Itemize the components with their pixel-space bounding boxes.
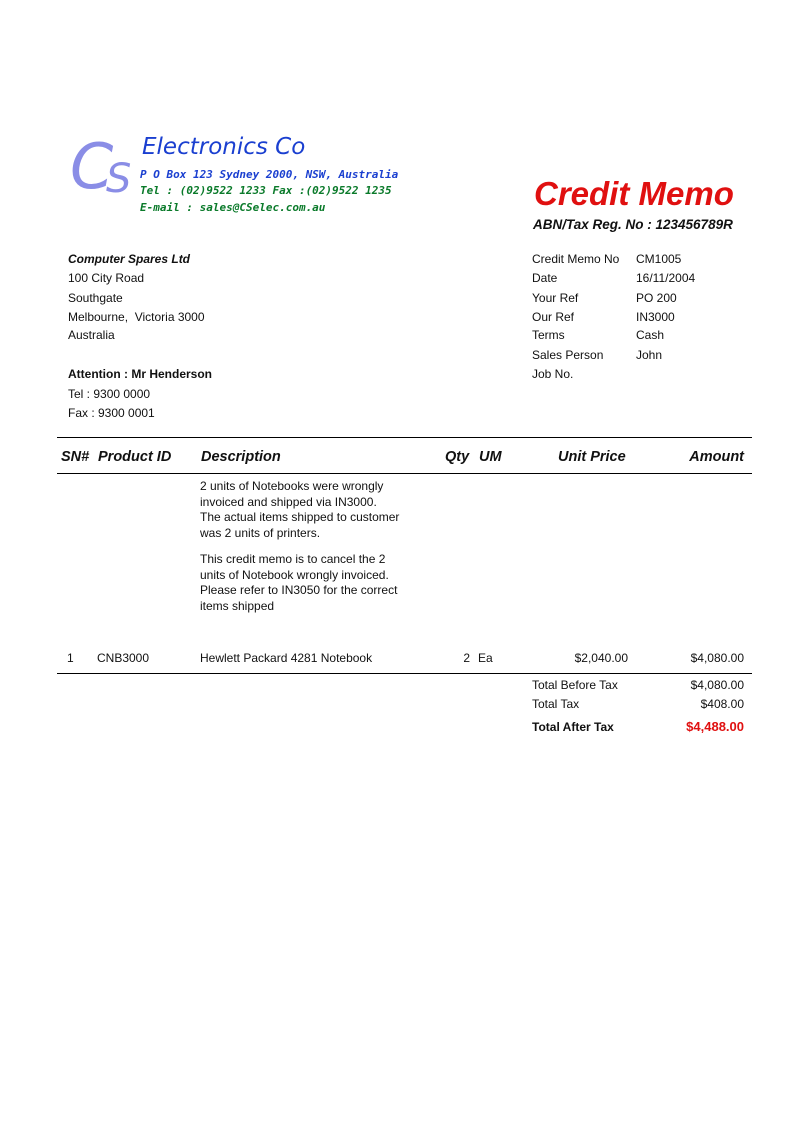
row-um: Ea bbox=[478, 651, 493, 665]
your-ref-value: PO 200 bbox=[636, 291, 677, 305]
job-no-label: Job No. bbox=[532, 367, 574, 381]
total-before-tax-label: Total Before Tax bbox=[532, 678, 618, 692]
row-unit-price: $2,040.00 bbox=[574, 651, 628, 665]
logo-letter-c: C bbox=[70, 130, 114, 200]
row-product-id: CNB3000 bbox=[97, 651, 150, 665]
total-tax-value: $408.00 bbox=[700, 697, 744, 711]
company-logo bbox=[70, 130, 150, 200]
note-paragraph-2: This credit memo is to cancel the 2 units of Notebook wrongly invoiced. Please refer to IN3050 for the correct items shipped bbox=[200, 552, 398, 613]
customer-fax: Fax : 9300 0001 bbox=[68, 406, 155, 420]
credit-memo-no-label: Credit Memo No bbox=[532, 252, 620, 266]
table-header-rule bbox=[57, 473, 752, 474]
col-header-um: UM bbox=[479, 449, 502, 465]
sales-person-label: Sales Person bbox=[532, 348, 604, 362]
col-header-qty: Qty bbox=[445, 449, 470, 465]
customer-address-2: Southgate bbox=[68, 291, 123, 305]
date-label: Date bbox=[532, 271, 558, 285]
credit-memo-no-value: CM1005 bbox=[636, 252, 682, 266]
customer-country: Australia bbox=[68, 328, 115, 342]
customer-address-3: Melbourne, Victoria 3000 bbox=[68, 310, 205, 324]
col-header-description: Description bbox=[201, 449, 281, 465]
row-qty: 2 bbox=[463, 651, 470, 665]
note-paragraph-1: 2 units of Notebooks were wrongly invoiced and shipped via IN3000. The actual items shipped to customer was 2 units of printers. bbox=[200, 479, 400, 540]
company-email: E-mail : sales@CSelec.com.au bbox=[140, 201, 326, 214]
col-header-amount: Amount bbox=[689, 449, 744, 465]
abn-tax-reg: ABN/Tax Reg. No : 123456789R bbox=[533, 217, 733, 232]
row-amount: $4,080.00 bbox=[690, 651, 744, 665]
col-header-sn: SN# bbox=[61, 449, 90, 465]
total-tax-label: Total Tax bbox=[532, 697, 580, 711]
date-value: 16/11/2004 bbox=[636, 271, 696, 285]
row-sn: 1 bbox=[67, 651, 74, 665]
table-bottom-rule bbox=[57, 673, 752, 674]
our-ref-value: IN3000 bbox=[636, 310, 675, 324]
document-title: Credit Memo bbox=[534, 175, 734, 212]
customer-address-1: 100 City Road bbox=[68, 271, 145, 285]
customer-attention: Attention : Mr Henderson bbox=[68, 367, 212, 381]
company-phone-fax: Tel : (02)9522 1233 Fax :(02)9522 1235 bbox=[140, 184, 392, 197]
logo-letter-s: S bbox=[106, 156, 132, 200]
total-after-tax-value: $4,488.00 bbox=[686, 719, 744, 734]
row-description: Hewlett Packard 4281 Notebook bbox=[200, 651, 373, 665]
table-top-rule bbox=[57, 437, 752, 438]
total-after-tax-label: Total After Tax bbox=[532, 720, 614, 734]
company-name: Electronics Co bbox=[142, 134, 306, 160]
col-header-product-id: Product ID bbox=[98, 449, 172, 465]
company-address: P O Box 123 Sydney 2000, NSW, Australia bbox=[140, 168, 399, 181]
your-ref-label: Your Ref bbox=[532, 291, 579, 305]
sales-person-value: John bbox=[636, 348, 663, 362]
customer-tel: Tel : 9300 0000 bbox=[68, 387, 151, 401]
terms-value: Cash bbox=[636, 328, 665, 342]
our-ref-label: Our Ref bbox=[532, 310, 575, 324]
col-header-unit-price: Unit Price bbox=[558, 449, 626, 465]
customer-name: Computer Spares Ltd bbox=[68, 252, 191, 266]
total-before-tax-value: $4,080.00 bbox=[690, 678, 744, 692]
terms-label: Terms bbox=[532, 328, 565, 342]
